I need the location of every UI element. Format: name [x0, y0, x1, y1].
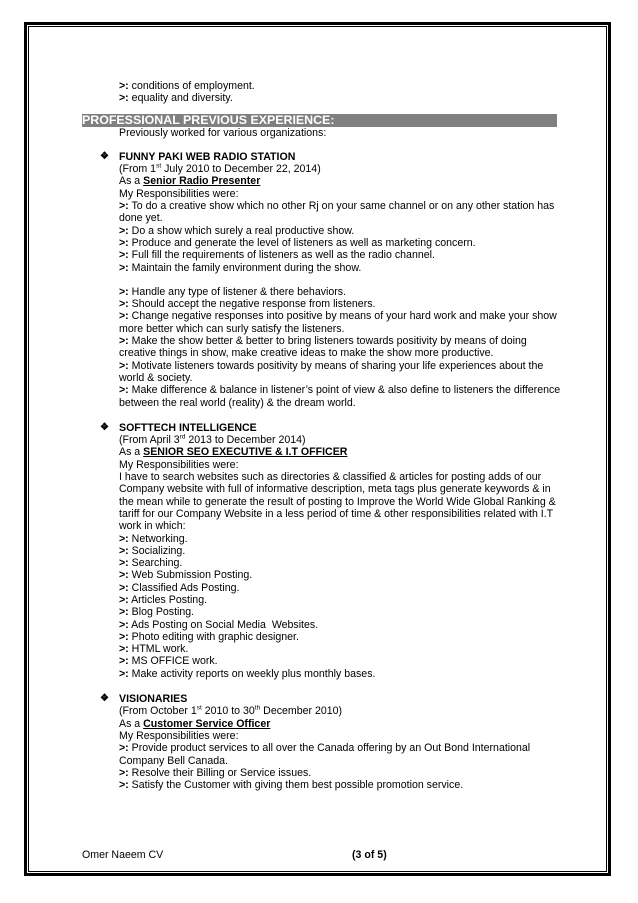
- job-entry: [82, 151, 562, 409]
- diamond-bullet-icon: ❖: [100, 693, 109, 705]
- job-role: As a SENIOR SEO EXECUTIVE & I.T OFFICER: [119, 446, 348, 459]
- list-item: >: Classified Ads Posting.: [119, 581, 240, 594]
- job-role: As a Customer Service Officer: [119, 717, 271, 730]
- list-item: >: Satisfy the Customer with giving them best possible promotion service.: [119, 779, 464, 792]
- list-item: >: Articles Posting.: [119, 593, 208, 606]
- company-name: ❖ FUNNY PAKI WEB RADIO STATION: [100, 150, 296, 163]
- list-item: >: Searching.: [119, 557, 183, 570]
- list-item: >: Change negative responses into positive by means of your hard work and make your show more better which can surly satisfy the listeners.: [119, 310, 557, 335]
- job-entry: [82, 693, 562, 791]
- responsibilities-label: My Responsibilities were:: [119, 187, 239, 200]
- list-item: >: Do a show which surely a real productive show.: [119, 224, 355, 237]
- list-item: >: Blog Posting.: [119, 606, 195, 619]
- intro-list: [82, 80, 562, 105]
- job-dates: (From April 3rd 2013 to December 2014): [119, 433, 306, 447]
- list-item: >: Handle any type of listener & there behaviors.: [119, 285, 347, 298]
- list-item: >: Photo editing with graphic designer.: [119, 630, 299, 643]
- section-subheading: Previously worked for various organizations:: [119, 126, 327, 139]
- list-item: >: Produce and generate the level of listeners as well as marketing concern.: [119, 236, 476, 249]
- list-item: >: Motivate listeners towards positivity by means of sharing your life experiences about the world & society.: [119, 359, 544, 384]
- company-name: ❖ VISIONARIES: [100, 693, 188, 706]
- bullet-marker: >:: [119, 80, 129, 92]
- diamond-bullet-icon: ❖: [100, 421, 109, 433]
- list-item: >: Full fill the requirements of listeners as well as the radio channel.: [119, 249, 435, 262]
- footer-page-number: (3 of 5): [352, 849, 387, 861]
- list-item: >: Make activity reports on weekly plus monthly bases.: [119, 667, 376, 680]
- responsibilities-label: My Responsibilities were:: [119, 729, 239, 742]
- list-item-text: conditions of employment.: [131, 80, 255, 92]
- list-item: >: Should accept the negative response from listeners.: [119, 298, 376, 311]
- list-item: >: Make difference & balance in listener’s point of view & also define to listeners the difference between the real world (reality) & the dream world.: [119, 384, 561, 409]
- section-heading: PROFESSIONAL PREVIOUS EXPERIENCE:: [82, 114, 557, 127]
- list-item: >: HTML work.: [119, 643, 189, 656]
- list-item: >: To do a creative show which no other Rj on your same channel or on any other station has done yet.: [119, 200, 555, 225]
- document-body: [82, 80, 562, 791]
- job-dates: (From 1st July 2010 to December 22, 2014): [119, 162, 321, 176]
- list-item: >: Socializing.: [119, 544, 186, 557]
- list-item: [119, 80, 562, 92]
- responsibilities-paragraph: I have to search websites such as directories & classified & articles for posting adds of our Company website with full of informative description, meta tags plus generate keywords & in the mean while to generate the result of posting to Improve the World Wide Global Ranking & tariff for our Company Website in a less period of time & other responsibilities related with I.T work in which:: [119, 471, 556, 533]
- list-item: >: Networking.: [119, 532, 188, 545]
- list-item: >: Maintain the family environment during the show.: [119, 261, 362, 274]
- list-item: >: Web Submission Posting.: [119, 569, 253, 582]
- job-entry: [82, 422, 562, 680]
- diamond-bullet-icon: ❖: [100, 150, 109, 162]
- list-item: >: Provide product services to all over the Canada offering by an Out Bond International Company Bell Canada.: [119, 742, 531, 767]
- list-item: >: Resolve their Billing or Service issues.: [119, 766, 312, 779]
- list-item: >: MS OFFICE work.: [119, 655, 218, 668]
- responsibilities-label: My Responsibilities were:: [119, 458, 239, 471]
- bullet-marker: >:: [119, 92, 129, 105]
- list-item: [119, 92, 562, 104]
- list-item: >: Ads Posting on Social Media Websites.: [119, 618, 319, 631]
- company-name: ❖ SOFTTECH INTELLIGENCE: [100, 421, 257, 434]
- footer-author: Omer Naeem CV: [82, 849, 164, 861]
- list-item: >: Make the show better & better to bring listeners towards positivity by means of doing creative things in show, make creative ideas to make the show more productive.: [119, 335, 527, 360]
- job-role: As a Senior Radio Presenter: [119, 175, 261, 188]
- list-item-text: equality and diversity.: [131, 92, 233, 105]
- job-dates: (From October 1st 2010 to 30th December 2010): [119, 704, 343, 718]
